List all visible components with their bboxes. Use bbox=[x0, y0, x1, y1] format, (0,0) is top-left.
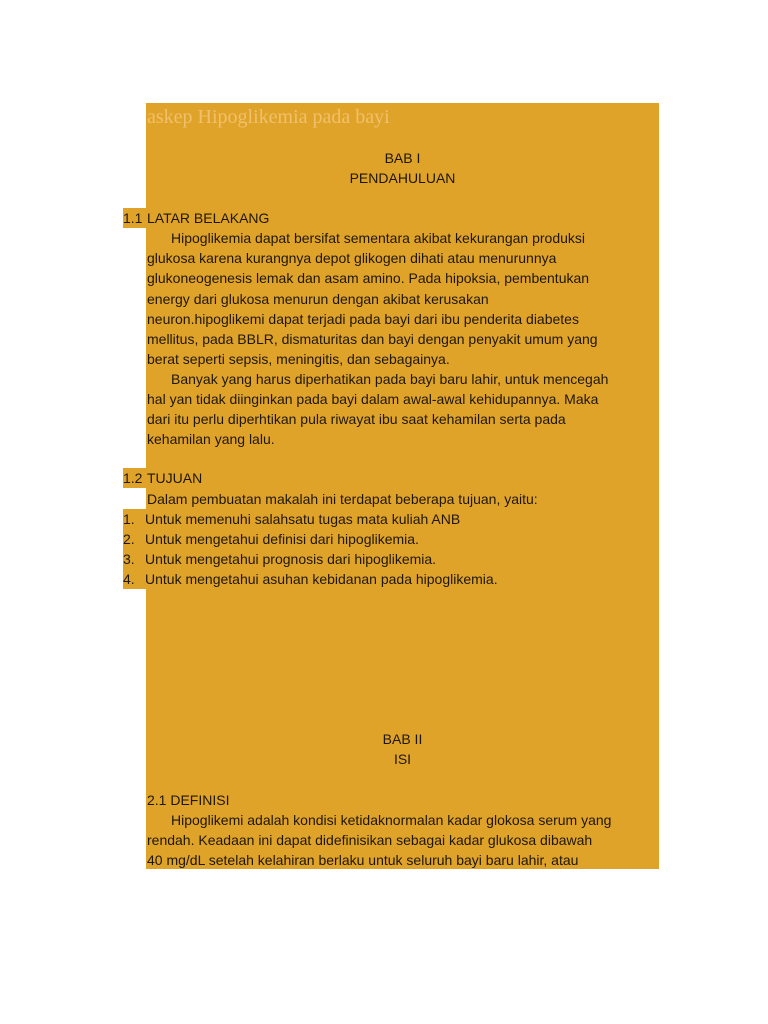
paragraph-line: Hipoglikemia dapat bersifat sementara akibat kekurangan produksi bbox=[171, 230, 586, 246]
paragraph-line: energy dari glukosa menurun dengan akibat kerusakan bbox=[147, 291, 489, 307]
section-title: TUJUAN bbox=[147, 470, 203, 486]
section-number: 1.1 bbox=[123, 210, 143, 226]
document-title: askep Hipoglikemia pada bayi bbox=[147, 106, 390, 128]
chapter-heading: BAB II bbox=[382, 731, 423, 747]
paragraph-line: glukosa karena kurangnya depot glikogen dihati atau menurunnya bbox=[147, 250, 557, 266]
paragraph-line: 40 mg/dL setelah kelahiran berlaku untuk seluruh bayi baru lahir, atau bbox=[147, 852, 579, 868]
list-number: 2. bbox=[123, 531, 135, 547]
paragraph-line: rendah. Keadaan ini dapat didefinisikan sebagai kadar glukosa dibawah bbox=[147, 832, 593, 848]
chapter-subheading: PENDAHULUAN bbox=[349, 170, 456, 186]
paragraph-line: neuron.hipoglikemi dapat terjadi pada bayi dari ibu penderita diabetes bbox=[147, 311, 579, 327]
paragraph-line: kehamilan yang lalu. bbox=[147, 431, 275, 447]
list-item: Untuk mengetahui prognosis dari hipoglikemia. bbox=[145, 551, 437, 567]
paragraph-line: Banyak yang harus diperhatikan pada bayi baru lahir, untuk mencegah bbox=[171, 371, 609, 387]
list-item: Untuk mengetahui asuhan kebidanan pada hipoglikemia. bbox=[145, 571, 498, 587]
chapter-subheading: ISI bbox=[393, 751, 412, 767]
section-title: 2.1 DEFINISI bbox=[147, 792, 230, 808]
paragraph-line: hal yan tidak diinginkan pada bayi dalam awal-awal kehidupannya. Maka bbox=[147, 391, 599, 407]
paragraph-line: berat seperti sepsis, meningitis, dan sebagainya. bbox=[147, 351, 450, 367]
chapter-heading: BAB I bbox=[384, 150, 421, 166]
paragraph-line: dari itu perlu diperhtikan pula riwayat ibu saat kehamilan serta pada bbox=[147, 411, 566, 427]
list-number: 3. bbox=[123, 551, 135, 567]
paragraph-line: Hipoglikemi adalah kondisi ketidaknormalan kadar glokosa serum yang bbox=[171, 812, 612, 828]
paragraph-line: Dalam pembuatan makalah ini terdapat beberapa tujuan, yaitu: bbox=[147, 491, 538, 507]
paragraph-line: glukoneogenesis lemak dan asam amino. Pada hipoksia, pembentukan bbox=[147, 270, 590, 286]
list-item: Untuk memenuhi salahsatu tugas mata kuliah ANB bbox=[145, 511, 461, 527]
section-title: LATAR BELAKANG bbox=[147, 210, 270, 226]
paragraph-line: mellitus, pada BBLR, dismaturitas dan bayi dengan penyakit umum yang bbox=[147, 331, 598, 347]
list-item: Untuk mengetahui definisi dari hipoglikemia. bbox=[145, 531, 419, 547]
list-number: 1. bbox=[123, 511, 135, 527]
list-number: 4. bbox=[123, 571, 135, 587]
section-number: 1.2 bbox=[123, 470, 143, 486]
